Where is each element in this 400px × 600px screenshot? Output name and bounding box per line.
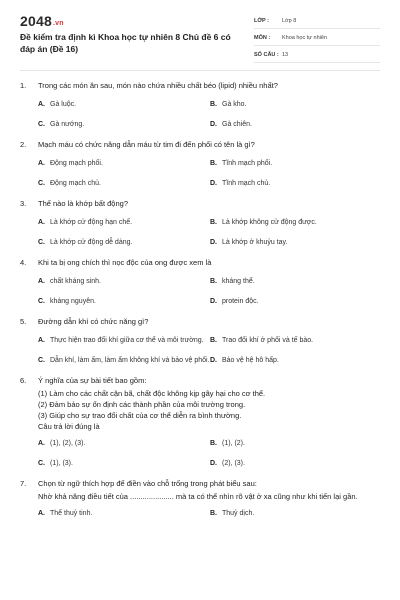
meta-value: Lớp 8 xyxy=(282,18,297,24)
question-stem xyxy=(20,257,382,268)
meta-label: SỐ CÂU : xyxy=(254,52,279,58)
answer-option[interactable] xyxy=(38,158,210,169)
answer-option[interactable] xyxy=(210,217,382,228)
answer-option[interactable] xyxy=(210,119,382,130)
option-letter: B. xyxy=(210,337,217,344)
question-text: Ý nghĩa của sự bài tiết bao gồm: xyxy=(38,376,147,385)
option-text: Gà luộc. xyxy=(50,100,77,108)
option-letter: D. xyxy=(210,357,217,364)
answer-option[interactable] xyxy=(38,276,210,287)
question-stem xyxy=(20,139,382,150)
option-letter: B. xyxy=(210,278,217,285)
option-text: Bảo vệ hệ hô hấp. xyxy=(222,356,279,364)
option-text: (1), (2), (3). xyxy=(50,439,86,447)
option-letter: D. xyxy=(210,180,217,187)
answer-option[interactable] xyxy=(38,99,210,110)
question-extra xyxy=(20,491,382,502)
option-text: Gà chiên. xyxy=(222,120,252,128)
answer-options xyxy=(20,158,382,189)
question-text: Đường dẫn khí có chức năng gì? xyxy=(38,317,149,326)
answer-option[interactable] xyxy=(210,355,382,366)
meta-row-count xyxy=(254,48,380,63)
answer-option[interactable] xyxy=(210,99,382,110)
answer-option[interactable] xyxy=(38,438,210,449)
question-stem xyxy=(20,80,382,91)
option-letter: D. xyxy=(210,460,217,467)
option-text: Động mạch phổi. xyxy=(50,159,103,167)
option-text: Là khớp ở khuỷu tay. xyxy=(222,238,288,246)
option-letter: D. xyxy=(210,121,217,128)
answer-option[interactable] xyxy=(38,237,210,248)
option-letter: B. xyxy=(210,160,217,167)
meta-panel xyxy=(254,14,380,65)
question-number: 2. xyxy=(20,140,27,149)
option-letter: B. xyxy=(210,101,217,108)
option-letter: C. xyxy=(38,357,45,364)
option-letter: A. xyxy=(38,101,45,108)
document-title: Đề kiểm tra định kì Khoa học tự nhiên 8 Chủ đề 6 có đáp án (Đề 16) xyxy=(20,32,231,54)
answer-option[interactable] xyxy=(38,296,210,307)
option-text: (1), (2). xyxy=(222,439,245,447)
question-1 xyxy=(20,80,382,130)
logo-suffix: .vn xyxy=(52,20,64,27)
question-extra-line: (3) Giúp cho sự trao đổi chất của cơ thể diễn ra bình thường. xyxy=(38,411,242,420)
meta-row-class xyxy=(254,14,380,29)
question-number: 4. xyxy=(20,258,27,267)
question-extra-line: Nhờ khả năng điều tiết của ..................... mà ta có thể nhìn rõ vật ở xa cũng như khi tiến lại gần. xyxy=(38,492,358,501)
question-text: Chọn từ ngữ thích hợp để điền vào chỗ trống trong phát biểu sau: xyxy=(38,479,257,488)
question-5 xyxy=(20,316,382,366)
question-stem xyxy=(20,198,382,209)
answer-option[interactable] xyxy=(210,458,382,469)
option-letter: A. xyxy=(38,337,45,344)
option-letter: C. xyxy=(38,121,45,128)
option-text: kháng nguyên. xyxy=(50,297,96,305)
option-letter: C. xyxy=(38,180,45,187)
option-letter: A. xyxy=(38,510,45,517)
answer-option[interactable] xyxy=(210,158,382,169)
answer-option[interactable] xyxy=(38,355,210,366)
question-extra-line: (1) Làm cho các chất cặn bã, chất độc không kịp gây hại cho cơ thể. xyxy=(38,389,266,398)
question-number: 3. xyxy=(20,199,27,208)
option-text: Dẫn khí, làm ấm, làm ẩm không khí và bảo vệ phổi. xyxy=(50,356,210,364)
meta-label: LỚP : xyxy=(254,18,269,24)
option-text: (2), (3). xyxy=(222,459,245,467)
option-text: kháng thể. xyxy=(222,277,255,285)
option-text: Động mạch chủ. xyxy=(50,179,101,187)
header-divider xyxy=(20,70,380,71)
option-letter: D. xyxy=(210,239,217,246)
answer-option[interactable] xyxy=(38,335,210,346)
answer-option[interactable] xyxy=(210,335,382,346)
question-stem xyxy=(20,316,382,327)
option-letter: A. xyxy=(38,440,45,447)
question-text: Mạch máu có chức năng dẫn máu từ tim đi đến phổi có tên là gì? xyxy=(38,140,255,149)
site-logo[interactable] xyxy=(20,13,64,29)
option-letter: C. xyxy=(38,460,45,467)
option-text: Tĩnh mạch phổi. xyxy=(222,159,273,167)
option-letter: A. xyxy=(38,219,45,226)
question-extra-line: (2) Đảm bảo sự ổn định các thành phần của môi trường trong. xyxy=(38,400,246,409)
question-text: Thế nào là khớp bất động? xyxy=(38,199,128,208)
option-text: Là khớp cử động hạn chế. xyxy=(50,218,133,226)
option-text: Tĩnh mạch chủ. xyxy=(222,179,271,187)
answer-options xyxy=(20,99,382,130)
question-list xyxy=(20,80,382,528)
option-letter: C. xyxy=(38,239,45,246)
meta-label: MÔN : xyxy=(254,35,271,41)
option-text: Gà kho. xyxy=(222,100,247,108)
answer-options xyxy=(20,438,382,469)
answer-option[interactable] xyxy=(38,508,210,519)
answer-option[interactable] xyxy=(38,458,210,469)
option-text: Là khớp không cử động được. xyxy=(222,218,317,226)
option-text: chất kháng sinh. xyxy=(50,277,101,285)
meta-row-subject xyxy=(254,31,380,46)
option-letter: C. xyxy=(38,298,45,305)
meta-value: 13 xyxy=(282,52,289,58)
answer-option[interactable] xyxy=(38,178,210,189)
answer-option[interactable] xyxy=(38,119,210,130)
option-letter: B. xyxy=(210,510,217,517)
option-text: protein độc. xyxy=(222,297,259,305)
question-extra-line: Câu trả lời đúng là xyxy=(38,422,100,431)
option-text: (1), (3). xyxy=(50,459,73,467)
option-text: Thuỷ dịch. xyxy=(222,509,255,517)
question-stem xyxy=(20,375,382,386)
option-text: Thể thuỷ tinh. xyxy=(50,509,93,517)
question-extra xyxy=(20,388,382,432)
question-6 xyxy=(20,375,382,469)
answer-option[interactable] xyxy=(210,178,382,189)
answer-option[interactable] xyxy=(210,438,382,449)
option-letter: B. xyxy=(210,440,217,447)
option-text: Là khớp cử động dễ dàng. xyxy=(50,238,133,246)
answer-options xyxy=(20,508,382,519)
logo-main: 2048 xyxy=(20,13,52,29)
option-letter: A. xyxy=(38,278,45,285)
question-stem xyxy=(20,478,382,489)
option-text: Trao đổi khí ở phổi và tế bào. xyxy=(222,336,314,344)
option-letter: D. xyxy=(210,298,217,305)
answer-options xyxy=(20,335,382,366)
question-number: 5. xyxy=(20,317,27,326)
answer-option[interactable] xyxy=(38,217,210,228)
answer-option[interactable] xyxy=(210,296,382,307)
question-number: 1. xyxy=(20,81,27,90)
answer-option[interactable] xyxy=(210,508,382,519)
option-text: Thực hiện trao đổi khí giữa cơ thể và môi trường. xyxy=(50,336,204,344)
question-text: Khi ta bị ong chích thì nọc độc của ong được xem là xyxy=(38,258,212,267)
option-letter: B. xyxy=(210,219,217,226)
question-number: 7. xyxy=(20,479,27,488)
question-number: 6. xyxy=(20,376,27,385)
answer-options xyxy=(20,276,382,307)
document-header xyxy=(0,0,400,64)
option-text: Gà nướng. xyxy=(50,120,85,128)
question-3 xyxy=(20,198,382,248)
option-letter: A. xyxy=(38,160,45,167)
answer-option[interactable] xyxy=(210,276,382,287)
question-7 xyxy=(20,478,382,519)
question-text: Trong các món ăn sau, món nào chứa nhiều chất béo (lipid) nhiều nhất? xyxy=(38,81,278,90)
question-2 xyxy=(20,139,382,189)
answer-option[interactable] xyxy=(210,237,382,248)
meta-value: Khoa học tự nhiên xyxy=(282,35,327,41)
answer-options xyxy=(20,217,382,248)
question-4 xyxy=(20,257,382,307)
